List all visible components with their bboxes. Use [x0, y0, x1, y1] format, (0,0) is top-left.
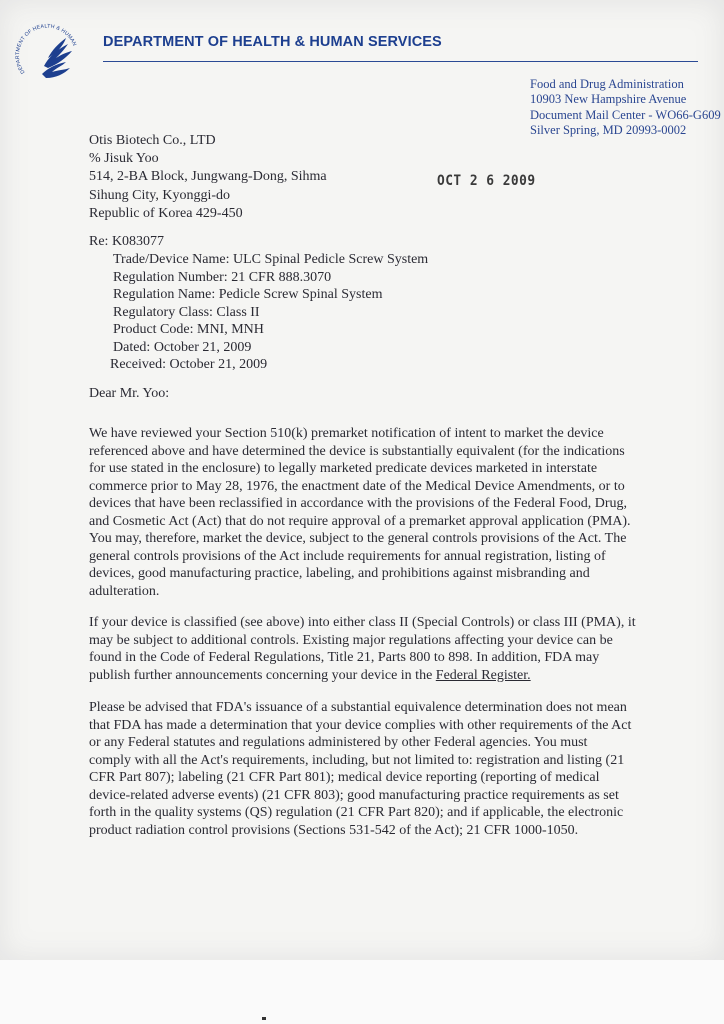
body-paragraph-1 [89, 425, 689, 600]
paragraph-line: adulteration. [89, 583, 160, 599]
paragraph-line: If your device is classified (see above) into either class II (Special Controls) or class III (PMA), it [89, 615, 636, 630]
paragraph-line: and Cosmetic Act (Act) that do not require approval of a premarket approval application (PMA). [89, 513, 631, 529]
agency-address-line: Silver Spring, MD 20993-0002 [530, 122, 687, 137]
paragraph-line: for use stated in the enclosure) to legally marketed predicate devices marketed in interstate [89, 461, 598, 476]
paragraph-line: We have reviewed your Section 510(k) premarket notification of intent to market the device [89, 426, 604, 441]
paragraph-line: CFR Part 807); labeling (21 CFR Part 801); medical device reporting (reporting of medical [89, 770, 600, 785]
paragraph-line: comply with all the Act's requirements, including, but not limited to: registration and listing (21 [89, 752, 625, 768]
regulatory-class: Regulatory Class: Class II [113, 304, 260, 320]
paragraph-text: publish further announcements concerning your device in the [89, 667, 436, 683]
scan-margin [0, 960, 724, 1024]
reference-details [110, 251, 429, 374]
trade-device-name: Trade/Device Name: ULC Spinal Pedicle Screw System [113, 252, 429, 267]
department-name: DEPARTMENT OF HEALTH & HUMAN SERVICES [103, 34, 442, 50]
agency-address-line: 10903 New Hampshire Avenue [530, 92, 687, 107]
reference-number: Re: K083077 [89, 234, 165, 249]
paragraph-line: Please be advised that FDA's issuance of a substantial equivalence determination does not mean [89, 700, 627, 715]
paragraph-line: devices, good manufacturing practice, labeling, and prohibitions against misbranding and [89, 566, 590, 581]
paragraph-line: You may, therefore, market the device, subject to the general controls provisions of the Act. The [89, 531, 627, 546]
agency-address-line: Food and Drug Administration [530, 77, 684, 91]
federal-register-reference: Federal Register. [435, 667, 531, 683]
agency-address [530, 77, 721, 138]
recipient-line: 514, 2-BA Block, Jungwang-Dong, Sihma [89, 169, 327, 185]
paragraph-line: referenced above and have determined the device is substantially equivalent (for the indications [89, 443, 625, 459]
date-stamp: OCT 2 6 2009 [437, 173, 536, 189]
paragraph-line: may be subject to additional controls. Existing major regulations affecting your device can be [89, 632, 613, 648]
recipient-line: Sihung City, Kyonggi-do [89, 187, 231, 203]
paragraph-line: commerce prior to May 28, 1976, the enactment date of the Medical Device Amendments, or to [89, 478, 625, 494]
recipient-line: Republic of Korea 429-450 [89, 205, 243, 221]
paragraph-line: general controls provisions of the Act include requirements for annual registration, listing of [89, 548, 606, 564]
letterhead-divider [103, 61, 698, 62]
paragraph-line: found in the Code of Federal Regulations, Title 21, Parts 800 to 898. In addition, FDA may [89, 650, 600, 665]
paragraph-line: device-related adverse events) (21 CFR 803); good manufacturing practice requirements as set [89, 787, 619, 803]
svg-text:DEPARTMENT OF HEALTH & HUMAN S: DEPARTMENT OF HEALTH & HUMAN [14, 23, 78, 75]
paragraph-line [89, 667, 689, 685]
body-paragraph-2 [89, 614, 689, 684]
paragraph-line: product radiation control provisions (Sections 531-542 of the Act); 21 CFR 1000-1050. [89, 822, 579, 838]
recipient-line: % Jisuk Yoo [89, 151, 159, 167]
salutation: Dear Mr. Yoo: [89, 386, 170, 401]
paragraph-line: forth in the quality systems (QS) regulation (21 CFR Part 820); and if applicable, the electronic [89, 805, 624, 820]
body-paragraph-3 [89, 699, 689, 839]
paragraph-line: that FDA has made a determination that your device complies with other requirements of the Act [89, 717, 632, 733]
product-code: Product Code: MNI, MNH [113, 322, 264, 337]
recipient-address [89, 132, 327, 223]
paragraph-line: devices that have been reclassified in accordance with the provisions of the Federal Food, Drug, [89, 496, 628, 511]
agency-address-line: Document Mail Center - WO66-G609 [530, 107, 721, 122]
received: Received: October 21, 2009 [110, 357, 268, 372]
regulation-number: Regulation Number: 21 CFR 888.3070 [113, 269, 332, 285]
paragraph-line: or any Federal statutes and regulations administered by other Federal agencies. You must [89, 735, 588, 750]
dated: Dated: October 21, 2009 [113, 339, 252, 355]
regulation-name: Regulation Name: Pedicle Screw Spinal System [113, 287, 383, 302]
hhs-seal-logo [12, 18, 88, 94]
scan-speck [262, 1017, 266, 1020]
recipient-line: Otis Biotech Co., LTD [89, 133, 216, 148]
